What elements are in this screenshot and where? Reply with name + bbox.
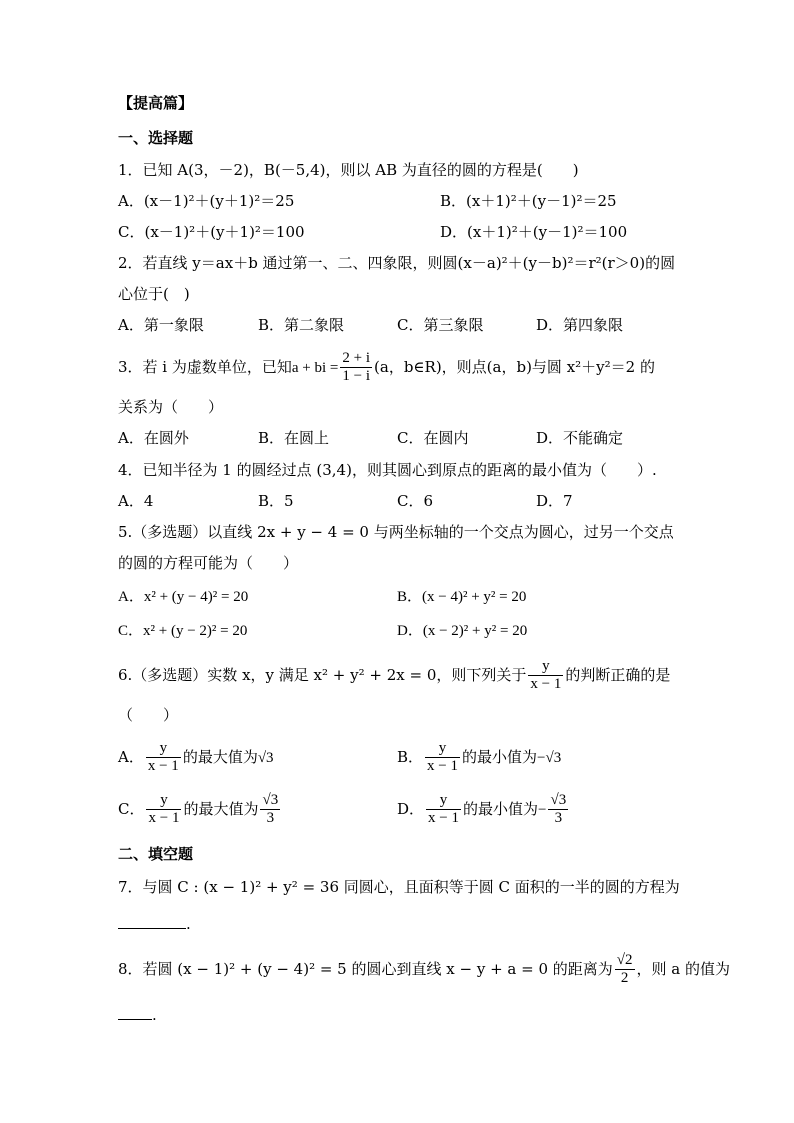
q2-option-a: A．第一象限	[118, 316, 204, 334]
q6-stem-line2: （ ）	[118, 706, 179, 724]
q3-option-b: B．在圆上	[258, 429, 330, 447]
q4-option-a: A．4	[118, 492, 154, 510]
section-header: 【提高篇】	[118, 94, 194, 112]
q6-frac-den: x − 1	[530, 676, 562, 693]
q6-option-c	[118, 792, 282, 828]
part-heading-fill: 二、填空题	[118, 845, 194, 863]
q6-b-frac-num: y	[425, 740, 460, 758]
q1-option-a: A．(x－1)²＋(y＋1)²＝25	[118, 192, 295, 210]
q4-stem: 4．已知半径为 1 的圆经过点 (3,4)，则其圆心到原点的距离的最小值为（ ）.	[118, 461, 657, 479]
q5-stem-line1: 5.（多选题）以直线 2x + y − 4 = 0 与两坐标轴的一个交点为圆心，过另一个交点	[118, 523, 674, 541]
q8-frac-den: 2	[620, 970, 629, 987]
q6-d-value-num: √3	[548, 792, 568, 810]
q2-option-d: D．第四象限	[536, 316, 624, 334]
q3-post: (a，b∈R)，则点(a，b)与圆 x²＋y²＝2 的	[374, 357, 655, 376]
q8-answer-blank[interactable]	[118, 1018, 152, 1020]
q6-c-value-den: 3	[266, 810, 275, 827]
q7-stem-line1: 7．与圆 C : (x − 1)² + y² = 36 同圆心，且面积等于圆 C 面积的一半的圆的方程为	[118, 878, 680, 896]
q6-d-value-fraction	[548, 792, 568, 828]
q5-option-b: B．(x − 4)² + y² = 20	[397, 589, 527, 605]
q3-fraction	[340, 350, 372, 386]
q8-post: ，则 a 的值为	[636, 959, 730, 978]
q3-pre: 3．若 i 为虚数单位，已知	[118, 357, 292, 376]
q6-c-frac-num: y	[146, 792, 181, 810]
q3-option-d: D．不能确定	[536, 429, 624, 447]
q6-stem-line1	[118, 658, 670, 694]
q6-pre: 6.（多选题）实数 x，y 满足 x² + y² + 2x = 0，则下列关于	[118, 665, 527, 684]
q1-option-c: C．(x－1)²＋(y＋1)²＝100	[118, 223, 305, 241]
q3-stem-line2: 关系为（ ）	[118, 398, 224, 416]
q3-option-a: A．在圆外	[118, 429, 189, 447]
q1-option-d: D．(x＋1)²＋(y－1)²＝100	[440, 223, 628, 241]
q6-a-value: √3	[257, 749, 274, 766]
q4-option-c: C．6	[397, 492, 434, 510]
q2-option-b: B．第二象限	[258, 316, 345, 334]
q6-c-label: C．	[118, 799, 145, 818]
q1-option-b: B．(x＋1)²＋(y－1)²＝25	[440, 192, 617, 210]
q6-fraction	[528, 658, 563, 694]
q6-c-value-num: √3	[260, 792, 280, 810]
q6-d-text: 的最小值为	[463, 799, 539, 818]
q6-c-value-fraction	[260, 792, 280, 828]
q6-a-fraction	[146, 740, 181, 776]
q3-stem-line1	[118, 350, 655, 386]
q1-stem: 1．已知 A(3，－2)，B(－5,4)，则以 AB 为直径的圆的方程是( )	[118, 161, 579, 179]
q6-frac-num: y	[528, 658, 563, 676]
q6-d-frac-den: x − 1	[428, 810, 459, 827]
q8-fraction	[615, 952, 635, 988]
q6-d-label: D．	[397, 799, 425, 818]
q3-frac-den: 1 − i	[342, 368, 371, 385]
q6-b-frac-den: x − 1	[427, 758, 458, 775]
q6-a-text: 的最大值为	[182, 747, 258, 766]
q8-end: .	[152, 1006, 157, 1024]
q5-option-a: A．x² + (y − 4)² = 20	[118, 589, 249, 605]
q6-b-fraction	[425, 740, 460, 776]
q6-option-a	[118, 740, 274, 776]
q3-lhs: a + bi =	[291, 359, 339, 376]
q5-stem-line2: 的圆的方程可能为（ ）	[118, 554, 299, 572]
q7-end: .	[186, 915, 191, 933]
q3-option-c: C．在圆内	[397, 429, 469, 447]
q6-option-d	[397, 792, 570, 828]
q8-stem-line2	[118, 1008, 157, 1023]
q6-b-value: −√3	[537, 749, 562, 766]
q6-c-fraction	[146, 792, 181, 828]
q6-c-frac-den: x − 1	[148, 810, 180, 827]
q8-pre: 8．若圆 (x − 1)² + (y − 4)² = 5 的圆心到直线 x − y + a = 0 的距离为	[118, 959, 613, 978]
q5-option-d: D．(x − 2)² + y² = 20	[397, 623, 528, 639]
q4-option-b: B．5	[258, 492, 294, 510]
q2-stem-line2: 心位于( )	[118, 285, 190, 303]
q6-c-text: 的最大值为	[183, 799, 259, 818]
q3-frac-num: 2 + i	[340, 350, 372, 368]
q2-option-c: C．第三象限	[397, 316, 484, 334]
q4-option-d: D．7	[536, 492, 573, 510]
q2-stem-line1: 2．若直线 y＝ax＋b 通过第一、二、四象限，则圆(x－a)²＋(y－b)²＝r²(r＞0)的圆	[118, 254, 676, 272]
q6-a-frac-den: x − 1	[147, 758, 179, 775]
q6-post: 的判断正确的是	[565, 665, 671, 684]
q5-option-c: C．x² + (y − 2)² = 20	[118, 623, 248, 639]
q6-d-frac-num: y	[426, 792, 461, 810]
q6-d-value-den: 3	[554, 810, 563, 827]
q8-stem-line1	[118, 952, 730, 988]
q6-option-b	[397, 740, 561, 776]
q6-a-label: A．	[118, 747, 144, 766]
part-heading-choice: 一、选择题	[118, 129, 194, 147]
q7-answer-blank[interactable]	[118, 927, 186, 929]
q6-a-frac-num: y	[146, 740, 181, 758]
q6-d-fraction	[426, 792, 461, 828]
q6-b-label: B．	[397, 747, 424, 766]
q7-stem-line2	[118, 917, 191, 932]
q6-d-sign: −	[538, 801, 547, 818]
q8-frac-num: √2	[615, 952, 635, 970]
q6-b-text: 的最小值为	[462, 747, 538, 766]
